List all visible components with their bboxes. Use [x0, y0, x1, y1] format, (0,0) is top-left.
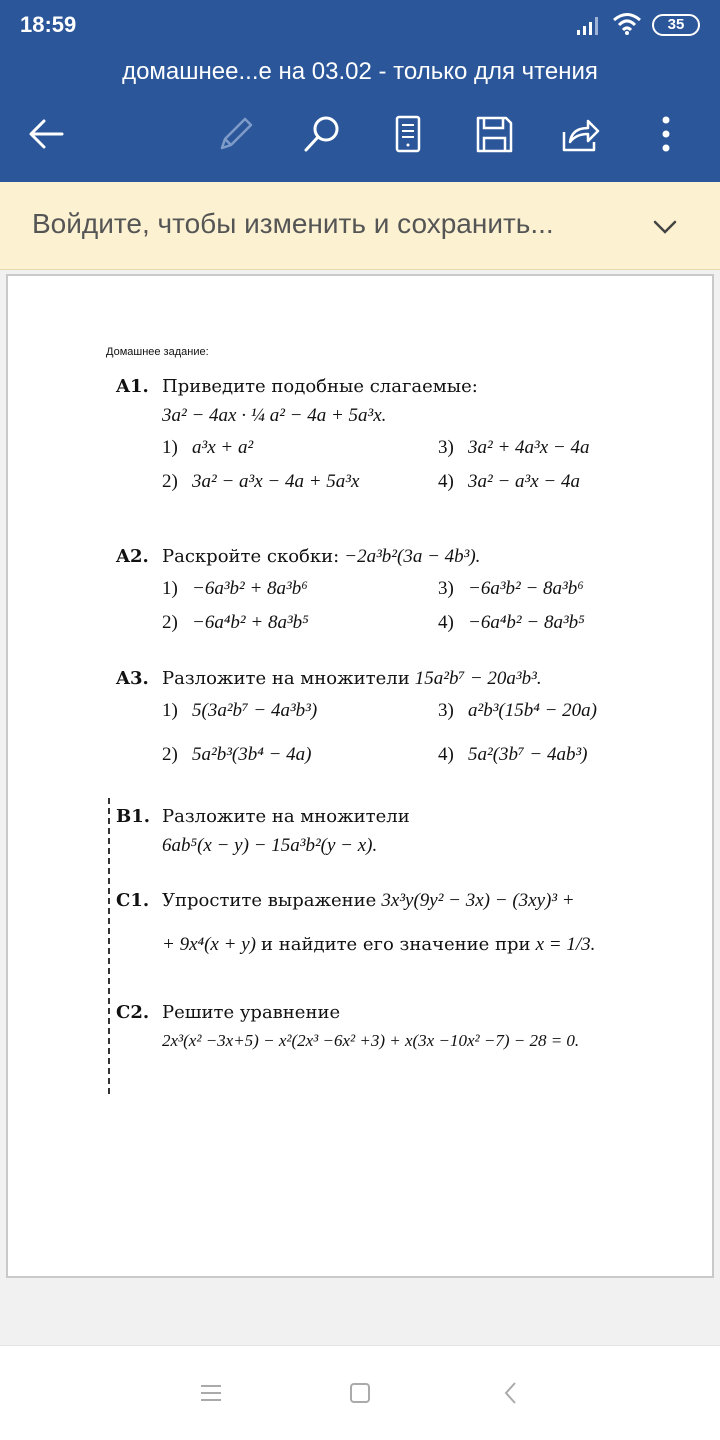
- task-b1: [116, 806, 696, 857]
- share-icon: [558, 112, 602, 156]
- more-options-button[interactable]: [644, 112, 688, 156]
- share-button[interactable]: [558, 112, 602, 156]
- search-button[interactable]: [300, 112, 344, 156]
- answer-option: 1) −6a³b² + 8a³b⁶: [162, 578, 308, 599]
- battery-indicator: 35: [652, 14, 700, 36]
- search-icon: [300, 112, 344, 156]
- task-expression: −2a³b²(3a − 4b³).: [344, 546, 481, 567]
- reading-view-button[interactable]: [386, 112, 430, 156]
- task-label: B1.: [116, 806, 151, 827]
- more-icon: [644, 112, 688, 156]
- answer-option: 3) −6a³b² − 8a³b⁶: [438, 578, 584, 599]
- pencil-icon: [214, 112, 258, 156]
- document-title: домашнее...е на 03.02 - только для чтения: [122, 58, 598, 85]
- system-nav-bar: [0, 1345, 720, 1440]
- answer-option: 1) 5(3a²b⁷ − 4a³b³): [162, 700, 318, 721]
- task-c2: [116, 1002, 696, 1051]
- answer-option: 3) a²b³(15b⁴ − 20a): [438, 700, 597, 721]
- task-expression: 3x³y(9y² − 3x) − (3xy)³ +: [381, 890, 575, 911]
- answer-option: 2) 3a² − a³x − 4a + 5a³x: [162, 471, 360, 492]
- back-button[interactable]: [24, 112, 68, 156]
- document-viewer[interactable]: [0, 270, 720, 1345]
- menu-icon[interactable]: [196, 1378, 226, 1408]
- answer-option: 3) 3a² + 4a³x − 4a: [438, 437, 590, 458]
- answer-option: 4) 5a²(3b⁷ − 4ab³): [438, 744, 588, 765]
- task-text: Приведите подобные слагаемые:: [162, 376, 478, 397]
- save-button[interactable]: [472, 112, 516, 156]
- answer-option: 2) −6a⁴b² + 8a³b⁵: [162, 612, 309, 633]
- task-expression: 3a² − 4ax · ¼ a² − 4a + 5a³x.: [162, 405, 387, 426]
- answer-options: [162, 578, 696, 634]
- home-square-icon[interactable]: [345, 1378, 375, 1408]
- answer-option: 1) a³x + a²: [162, 437, 254, 458]
- sign-in-message: Войдите, чтобы изменить и сохранить...: [32, 208, 554, 239]
- task-text-2: и найдите его значение при: [261, 934, 531, 955]
- task-text: Разложите на множители: [162, 668, 410, 689]
- task-label: C2.: [116, 1002, 150, 1023]
- status-time: 18:59: [20, 12, 77, 37]
- save-icon: [472, 112, 516, 156]
- reading-view-icon: [386, 112, 430, 156]
- task-text: Упростите выражение: [162, 890, 377, 911]
- doc-heading: Домашнее задание:: [106, 346, 209, 358]
- chevron-down-icon[interactable]: [650, 212, 680, 242]
- back-triangle-icon[interactable]: [496, 1378, 526, 1408]
- answer-option: 4) −6a⁴b² − 8a³b⁵: [438, 612, 585, 633]
- status-bar: [0, 0, 720, 52]
- app-header: [0, 52, 720, 182]
- signal-icon: [576, 14, 602, 36]
- document-page: [6, 274, 714, 1278]
- task-label: A2.: [116, 546, 149, 567]
- back-arrow-icon: [24, 112, 68, 156]
- answer-option: 2) 5a²b³(3b⁴ − 4a): [162, 744, 312, 765]
- answer-option: 4) 3a² − a³x − 4a: [438, 471, 580, 492]
- task-a2: [116, 546, 696, 634]
- task-c1: [116, 890, 696, 956]
- task-expression-2: + 9x⁴(x + y): [162, 934, 256, 955]
- task-label: A1.: [116, 376, 149, 397]
- task-a1: [116, 376, 696, 493]
- task-label: C1.: [116, 890, 150, 911]
- task-text: Разложите на множители: [162, 806, 410, 827]
- wifi-icon: [612, 12, 642, 36]
- answer-options: [162, 437, 696, 493]
- task-text: Раскройте скобки:: [162, 546, 340, 567]
- margin-dashed-line: [108, 798, 110, 1094]
- task-expression: 6ab⁵(x − y) − 15a³b²(y − x).: [162, 835, 378, 856]
- task-expression: 2x³(x² −3x+5) − x²(2x³ −6x² +3) + x(3x −10x² −7) − 28 = 0.: [162, 1031, 580, 1050]
- sign-in-banner[interactable]: [0, 182, 720, 270]
- task-expression-3: x = 1/3.: [535, 934, 596, 955]
- task-a3: [116, 668, 696, 766]
- task-text: Решите уравнение: [162, 1002, 341, 1023]
- task-expression: 15a²b⁷ − 20a³b³.: [414, 668, 542, 689]
- edit-button[interactable]: [214, 112, 258, 156]
- task-label: A3.: [116, 668, 149, 689]
- answer-options: [162, 700, 696, 766]
